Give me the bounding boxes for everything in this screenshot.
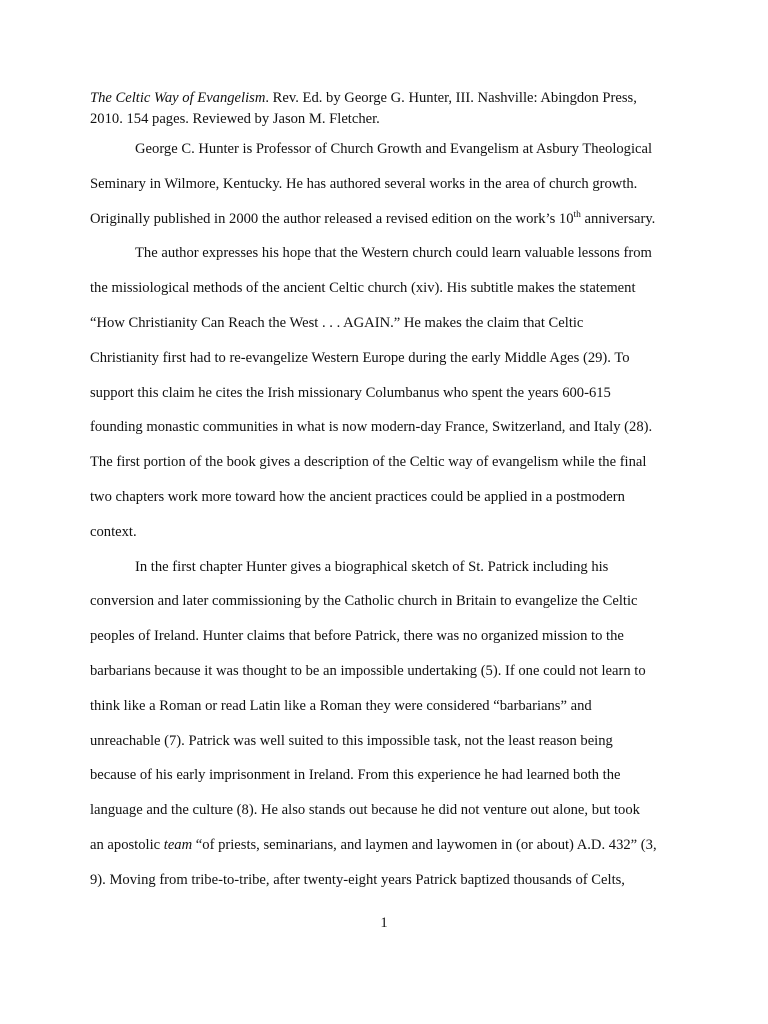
body-line: founding monastic communities in what is now modern-day France, Switzerland, and Italy (28). [90,419,653,436]
body-text: anniversary. [580,210,656,227]
body-line: the missiological methods of the ancient Celtic church (xiv). His subtitle makes the statement [90,280,636,297]
body-line: because of his early imprisonment in Ireland. From this experience he had learned both the [90,767,621,784]
review-body [90,140,690,906]
body-line: language and the culture (8). He also stands out because he did not venture out alone, but took [90,802,640,819]
body-line: think like a Roman or read Latin like a Roman they were considered “barbarians” and [90,697,592,714]
body-line: support this claim he cites the Irish missionary Columbanus who spent the years 600-615 [90,384,611,401]
body-line [90,210,690,245]
body-line: The author expresses his hope that the Western church could learn valuable lessons from [135,245,652,262]
citation-line-1 [90,88,690,109]
body-line: In the first chapter Hunter gives a biographical sketch of St. Patrick including his [135,558,609,575]
ordinal-superscript: th [573,209,581,220]
body-line: barbarians because it was thought to be an impossible undertaking (5). If one could not learn to [90,662,646,679]
body-line: Seminary in Wilmore, Kentucky. He has authored several works in the area of church growth. [90,175,638,192]
body-text: Originally published in 2000 the author released a revised edition on the work’s 10 [90,210,574,227]
body-line: unreachable (7). Patrick was well suited to this impossible task, not the least reason being [90,732,613,749]
body-line: 9). Moving from tribe-to-tribe, after twenty-eight years Patrick baptized thousands of Celts, [90,871,625,888]
body-line: two chapters work more toward how the ancient practices could be applied in a postmodern [90,488,625,505]
body-text: an apostolic [90,836,164,853]
citation-line-2: 2010. 154 pages. Reviewed by Jason M. Fletcher. [90,111,380,127]
body-line: Christianity first had to re-evangelize Western Europe during the early Middle Ages (29). To [90,349,630,366]
body-text: “of priests, seminarians, and laymen and laywomen in (or about) A.D. 432” (3, [192,836,657,853]
body-line: George C. Hunter is Professor of Church Growth and Evangelism at Asbury Theological [135,141,653,157]
body-line: “How Christianity Can Reach the West . . . AGAIN.” He makes the claim that Celtic [90,314,584,331]
page-number: 1 [380,915,388,931]
body-line: peoples of Ireland. Hunter claims that before Patrick, there was no organized mission to the [90,628,624,645]
body-line [90,836,690,871]
body-line: context. [90,523,137,540]
emphasis-text: team [163,836,193,853]
book-title: The Celtic Way of Evangelism [90,90,266,106]
citation-details: . Rev. Ed. by George G. Hunter, III. Nashville: Abingdon Press, [265,90,637,106]
body-line: The first portion of the book gives a description of the Celtic way of evangelism while the final [90,454,647,471]
citation-header [90,88,690,130]
body-line: conversion and later commissioning by the Catholic church in Britain to evangelize the Celtic [90,593,638,610]
